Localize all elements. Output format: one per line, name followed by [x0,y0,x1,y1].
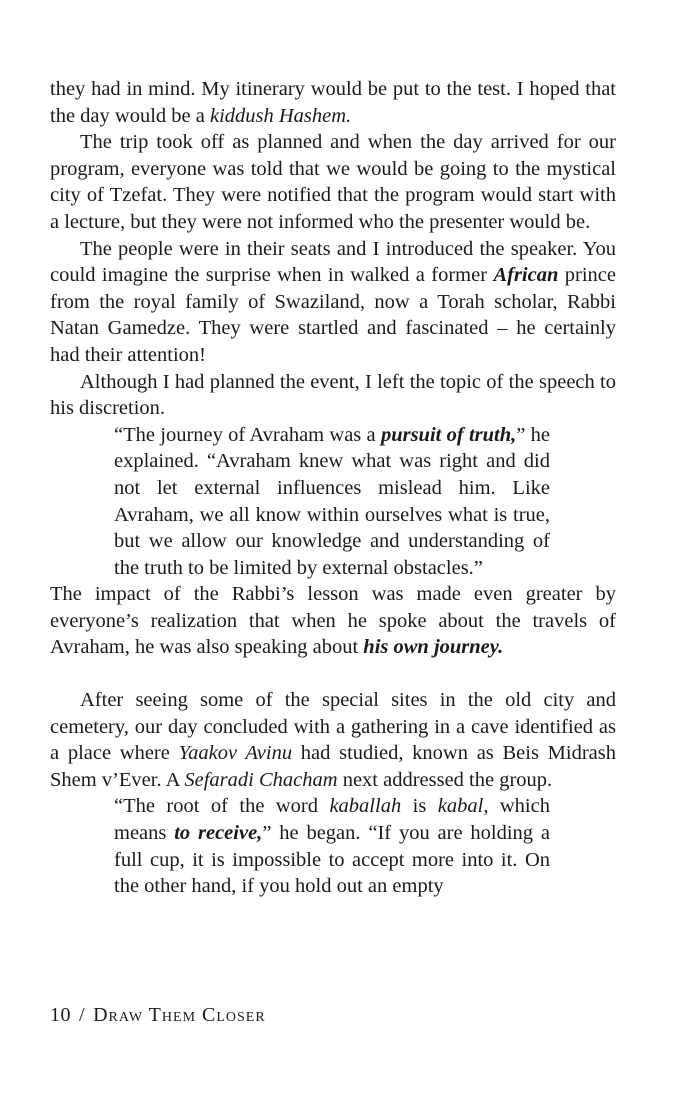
block-quote-1 [114,422,550,582]
paragraph-6-italic-b: Yaakov Avinu [178,742,293,765]
quote-1-emphasis: pursuit of truth, [380,423,517,446]
paragraph-3 [50,236,616,369]
quote-1-text-c: ” he explained. “Avraham knew what was right and did not let external influences mislead him. Like Avraham, we all know within ourselves what is true, but we allow our knowledge and understanding of the truth to be limited by external obstacles.” [114,423,550,579]
paragraph-6-text-a: After seeing some of the special sites in the old city and cemetery, our day concluded with a gathering in a cave identified as a place where [50,689,616,765]
quote-2-text-g: ” he began. “If you are holding a full cup, it is impossible to accept more into it. On the other hand, if you hold out an empty [114,822,550,898]
quote-2-text-a: “The root of the word [114,795,330,818]
quote-2-text-e: , which means [114,795,550,845]
paragraph-4: Although I had planned the event, I left the topic of the speech to his discretion. [50,370,616,420]
section-gap [50,661,616,687]
paragraph-1 [50,76,616,129]
footer-separator: / [79,1004,86,1026]
quote-2-text-c: is [401,795,438,818]
quote-1-text-a: “The journey of Avraham was a [114,423,381,446]
paragraph-6-text-c: had studied, known as Beis Midrash Shem v’Ever. A [50,742,616,791]
paragraph-3-text-a: The people were in their seats and I introduced the speaker. You could imagine the surprise when in walked a former [50,237,616,287]
paragraph-1-text: they had in mind. My itinerary would be put to the test. I hoped that the day would be a [50,78,616,127]
paragraph-6-italic-d: Sefaradi Chacham [184,768,338,791]
paragraph-5-emphasis: his own journey. [363,636,504,659]
paragraph-2: The trip took off as planned and when the day arrived for our program, everyone was told that we would be going to the mystical city of Tzefat. They were notified that the program would start with a lecture, but they were not informed who the presenter would be. [50,131,616,233]
paragraph-3-emphasis: African [493,264,559,287]
paragraph-1-italic: kiddush Hashem. [209,104,352,127]
page-body [50,76,616,900]
paragraph-5-text: The impact of the Rabbi’s lesson was made even greater by everyone’s realization that when he spoke about the travels of Avraham, he was also speaking about [50,583,616,659]
quote-2-italic-d: kabal [437,795,484,818]
paragraph-6 [50,687,616,793]
block-quote-2 [114,793,550,899]
page-number: 10 [50,1004,71,1026]
quote-2-italic-b: kaballah [329,795,402,818]
paragraph-5 [50,581,616,661]
paragraph-6-text-e: next addressed the group. [337,768,553,791]
paragraph-3-text-c: prince from the royal family of Swaziland, now a Torah scholar, Rabbi Natan Gamedze. They were startled and fascinated – he certainly had their attention! [50,264,616,366]
running-title: Draw Them Closer [93,1004,266,1026]
page-footer [50,1004,266,1027]
quote-2-emphasis: to receive, [174,822,263,845]
